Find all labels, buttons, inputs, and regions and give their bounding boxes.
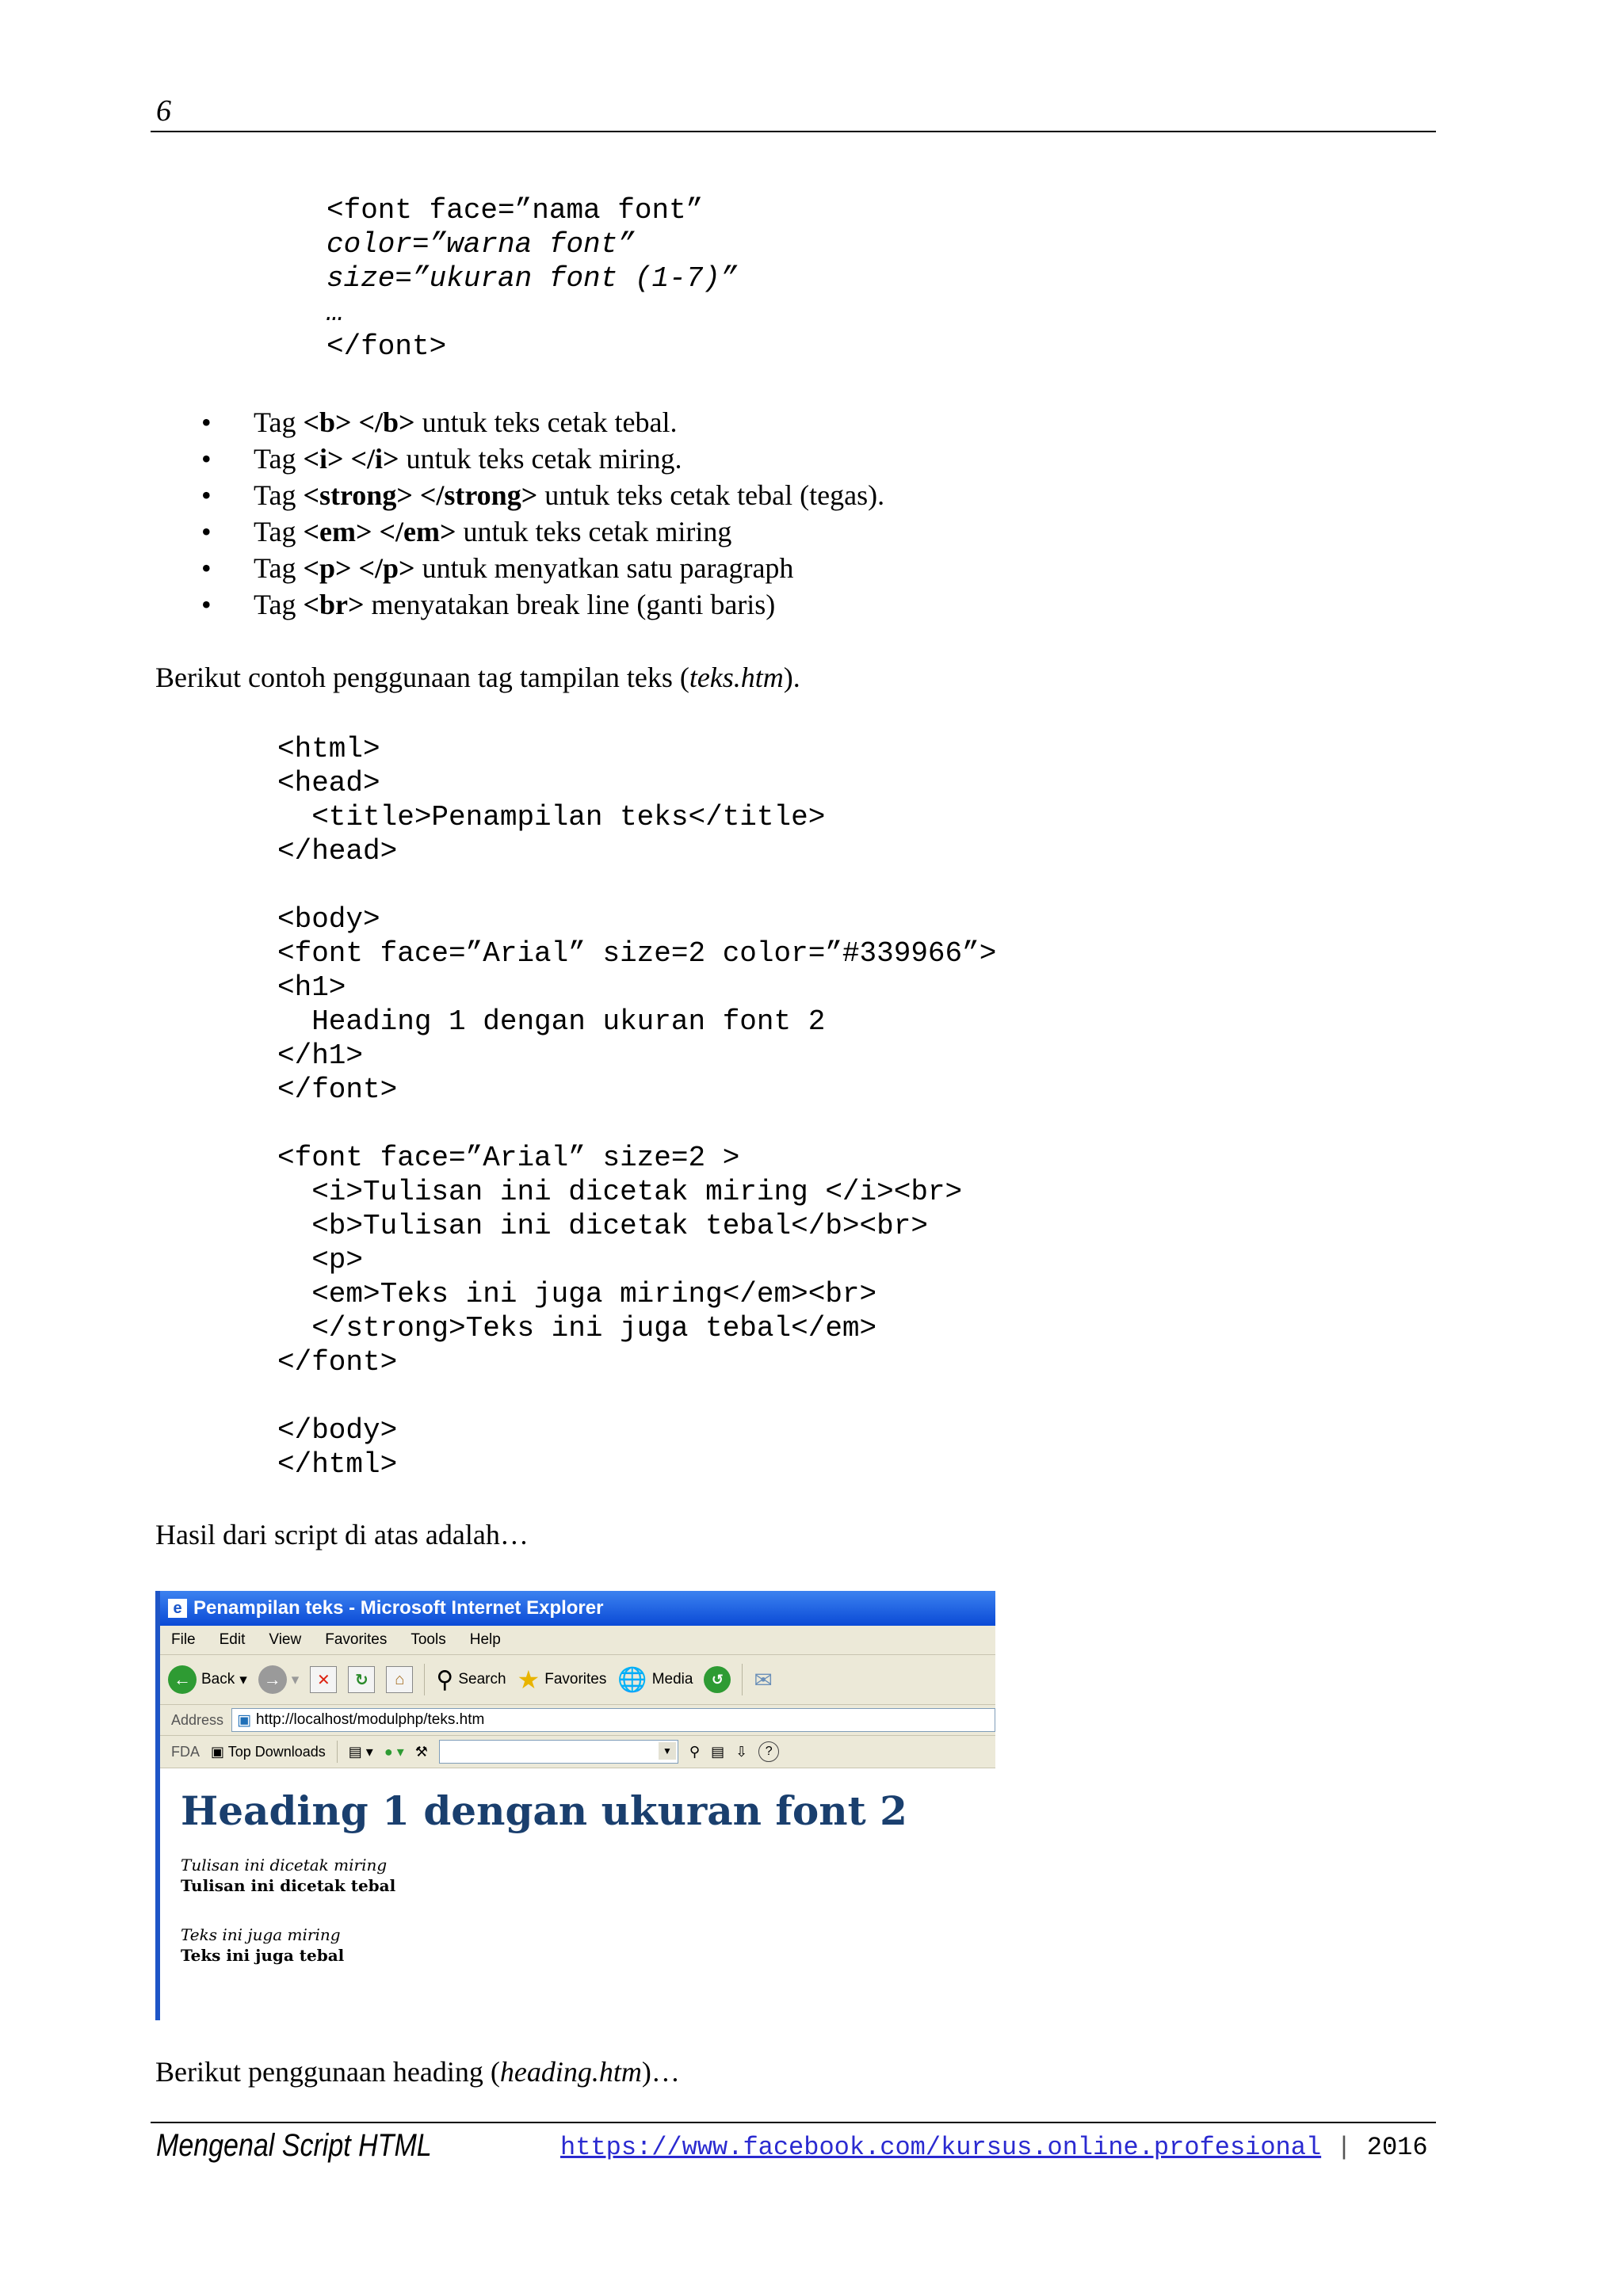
code-line: </body> <box>277 1414 398 1447</box>
page-icon: ▣ <box>237 1711 251 1729</box>
intro-paragraph <box>155 661 800 694</box>
bullet-text: untuk teks cetak tebal (tegas). <box>537 479 885 511</box>
ie-address-bar <box>160 1705 995 1736</box>
refresh-icon[interactable]: ↻ <box>348 1666 375 1693</box>
code-line: <i>Tulisan ini dicetak miring </i><br> <box>277 1176 963 1208</box>
find-icon[interactable]: ⚲ <box>689 1743 701 1760</box>
code-line: <head> <box>277 767 380 799</box>
ie-menu-bar <box>160 1626 995 1655</box>
menu-view[interactable]: View <box>269 1631 302 1648</box>
intro-filename: teks.htm <box>689 662 784 693</box>
bullet-tag: <i> </i> <box>303 443 399 475</box>
heading-intro-filename: heading.htm <box>499 2056 642 2088</box>
bullet-text: untuk teks cetak tebal. <box>414 406 678 438</box>
code-line: color=”warna font” <box>327 228 635 261</box>
bullet-item <box>198 586 884 623</box>
code-line: </font> <box>277 1346 398 1379</box>
search-button[interactable] <box>436 1666 506 1694</box>
footer-separator: | <box>1336 2133 1352 2162</box>
code-line: <h1> <box>277 971 346 1004</box>
toolbar-tool-icon[interactable]: ⚒ <box>414 1743 428 1760</box>
code-line <box>277 1107 996 1141</box>
bullet-tag: <br> <box>303 589 365 620</box>
favorites-label: Favorites <box>544 1671 607 1688</box>
code-line: </font> <box>277 1074 398 1106</box>
code-line: <font face=”Arial” size=2 color=”#339966”> <box>277 937 997 970</box>
ie-window-title: Penampilan teks - Microsoft Internet Explorer <box>193 1597 604 1619</box>
top-downloads-label: Top Downloads <box>227 1743 326 1760</box>
bullet-item <box>198 513 884 550</box>
font-syntax-code <box>327 193 737 364</box>
toolbar-separator <box>742 1664 743 1695</box>
fda-label: FDA <box>171 1743 200 1760</box>
forward-arrow-icon: → <box>258 1665 287 1694</box>
favorites-button[interactable] <box>517 1665 607 1695</box>
ie-title-bar <box>160 1591 995 1626</box>
chevron-down-icon: ▾ <box>291 1671 300 1688</box>
ie-links-bar <box>160 1736 995 1768</box>
bullet-prefix: Tag <box>254 443 304 475</box>
rendered-heading: Heading 1 dengan ukuran font 2 <box>181 1787 907 1834</box>
menu-edit[interactable]: Edit <box>219 1631 246 1648</box>
forward-button[interactable] <box>258 1665 300 1694</box>
rendered-italic-line: Teks ini juga miring <box>181 1925 341 1944</box>
menu-tools[interactable]: Tools <box>411 1631 446 1648</box>
footer-year: 2016 <box>1366 2133 1428 2162</box>
media-button[interactable] <box>617 1666 693 1694</box>
toolbar-separator <box>424 1664 425 1695</box>
code-line: <font face=”Arial” size=2 > <box>277 1142 740 1174</box>
code-line: </font> <box>327 330 447 363</box>
rendered-italic-line: Tulisan ini dicetak miring <box>181 1855 388 1875</box>
bullet-tag: <strong> </strong> <box>303 479 538 511</box>
code-line: … <box>327 296 344 329</box>
code-line <box>277 868 996 902</box>
page-number: 6 <box>156 94 171 128</box>
code-line: </strong>Teks ini juga tebal</em> <box>277 1312 877 1344</box>
notes-icon[interactable]: ▤ <box>711 1743 725 1760</box>
code-line: </html> <box>277 1448 398 1481</box>
menu-favorites[interactable]: Favorites <box>325 1631 388 1648</box>
bullet-item <box>198 477 884 513</box>
menu-help[interactable]: Help <box>469 1631 501 1648</box>
star-icon: ★ <box>517 1665 540 1694</box>
bullet-tag: <em> </em> <box>303 516 456 547</box>
paragraph-gap <box>181 1896 995 1924</box>
ie-screenshot <box>155 1591 995 2020</box>
chevron-down-icon: ▾ <box>239 1671 247 1688</box>
heading-intro-text-end: )… <box>641 2056 680 2088</box>
code-line: <b>Tulisan ini dicetak tebal</b><br> <box>277 1210 928 1242</box>
code-line: <p> <box>277 1244 364 1276</box>
bullet-tag: <b> </b> <box>303 406 415 438</box>
address-url: http://localhost/modulphp/teks.htm <box>256 1711 485 1728</box>
code-line: </head> <box>277 835 398 868</box>
intro-text-end: ). <box>783 662 800 693</box>
top-downloads-link[interactable] <box>211 1744 326 1760</box>
bullet-item <box>198 550 884 586</box>
footer-title: Mengenal Script HTML <box>156 2128 432 2163</box>
bullet-text: untuk teks cetak miring. <box>399 443 682 475</box>
bullet-prefix: Tag <box>254 479 304 511</box>
bullet-prefix: Tag <box>254 516 304 547</box>
help-icon[interactable]: ? <box>758 1741 779 1762</box>
code-line: <em>Teks ini juga miring</em><br> <box>277 1278 877 1310</box>
address-label: Address <box>171 1711 224 1728</box>
menu-file[interactable]: File <box>171 1631 196 1648</box>
bullet-prefix: Tag <box>254 552 304 584</box>
header-rule <box>151 131 1436 132</box>
toolbar-dropdown[interactable] <box>439 1740 678 1764</box>
bullet-prefix: Tag <box>254 589 304 620</box>
bullet-text: menyatakan break line (ganti baris) <box>364 589 776 620</box>
home-icon[interactable]: ⌂ <box>386 1666 413 1693</box>
download-icon[interactable]: ⇩ <box>735 1743 748 1760</box>
rendered-bold-line: Tulisan ini dicetak tebal <box>181 1876 396 1895</box>
search-label: Search <box>458 1671 506 1688</box>
code-line: Heading 1 dengan ukuran font 2 <box>277 1005 826 1038</box>
code-line: size=”ukuran font (1-7)” <box>327 262 738 295</box>
ie-logo-icon: e <box>168 1599 187 1618</box>
back-label: Back <box>201 1671 235 1688</box>
ie-page-content <box>160 1768 995 1966</box>
bullet-text: untuk teks cetak miring <box>456 516 732 547</box>
rendered-bold-line: Teks ini juga tebal <box>181 1946 345 1965</box>
green-dot-icon[interactable]: ● ▾ <box>384 1743 404 1760</box>
address-input[interactable] <box>231 1708 995 1732</box>
facebook-link[interactable]: https://www.facebook.com/kursus.online.profesional <box>560 2133 1322 2162</box>
bullet-text: untuk menyatkan satu paragraph <box>414 552 794 584</box>
back-arrow-icon: ← <box>168 1665 197 1694</box>
ie-toolbar <box>160 1655 995 1705</box>
toolbar-separator <box>337 1741 338 1763</box>
intro-text: Berikut contoh penggunaan tag tampilan teks ( <box>155 662 689 693</box>
bullet-item <box>198 404 884 441</box>
heading-intro-text: Berikut penggunaan heading ( <box>155 2056 500 2088</box>
history-icon[interactable]: ↺ <box>704 1666 731 1693</box>
result-paragraph: Hasil dari script di atas adalah… <box>155 1519 529 1550</box>
teks-htm-code <box>277 732 996 1482</box>
toolbar-plugin-icon[interactable]: ▤ ▾ <box>348 1743 373 1760</box>
bullet-tag: <p> </p> <box>303 552 415 584</box>
media-globe-icon: 🌐 <box>617 1666 647 1693</box>
tag-bullet-list <box>198 404 884 623</box>
code-line: <font face=”nama font” <box>327 194 704 227</box>
search-icon: ⚲ <box>436 1666 454 1693</box>
stop-icon[interactable]: ✕ <box>310 1666 337 1693</box>
heading-intro-paragraph <box>155 2055 680 2088</box>
mail-icon[interactable]: ✉ <box>754 1667 773 1692</box>
media-label: Media <box>651 1671 693 1688</box>
footer-rule <box>151 2122 1436 2123</box>
code-line: <title>Penampilan teks</title> <box>277 801 826 833</box>
bullet-prefix: Tag <box>254 406 304 438</box>
page-icon: ▣ <box>211 1743 225 1760</box>
back-button[interactable] <box>168 1665 247 1694</box>
code-line: </h1> <box>277 1039 364 1072</box>
bullet-item <box>198 441 884 477</box>
code-line: <html> <box>277 733 380 765</box>
code-line: <body> <box>277 903 380 936</box>
code-line <box>277 1379 996 1413</box>
footer-info <box>560 2133 1428 2162</box>
